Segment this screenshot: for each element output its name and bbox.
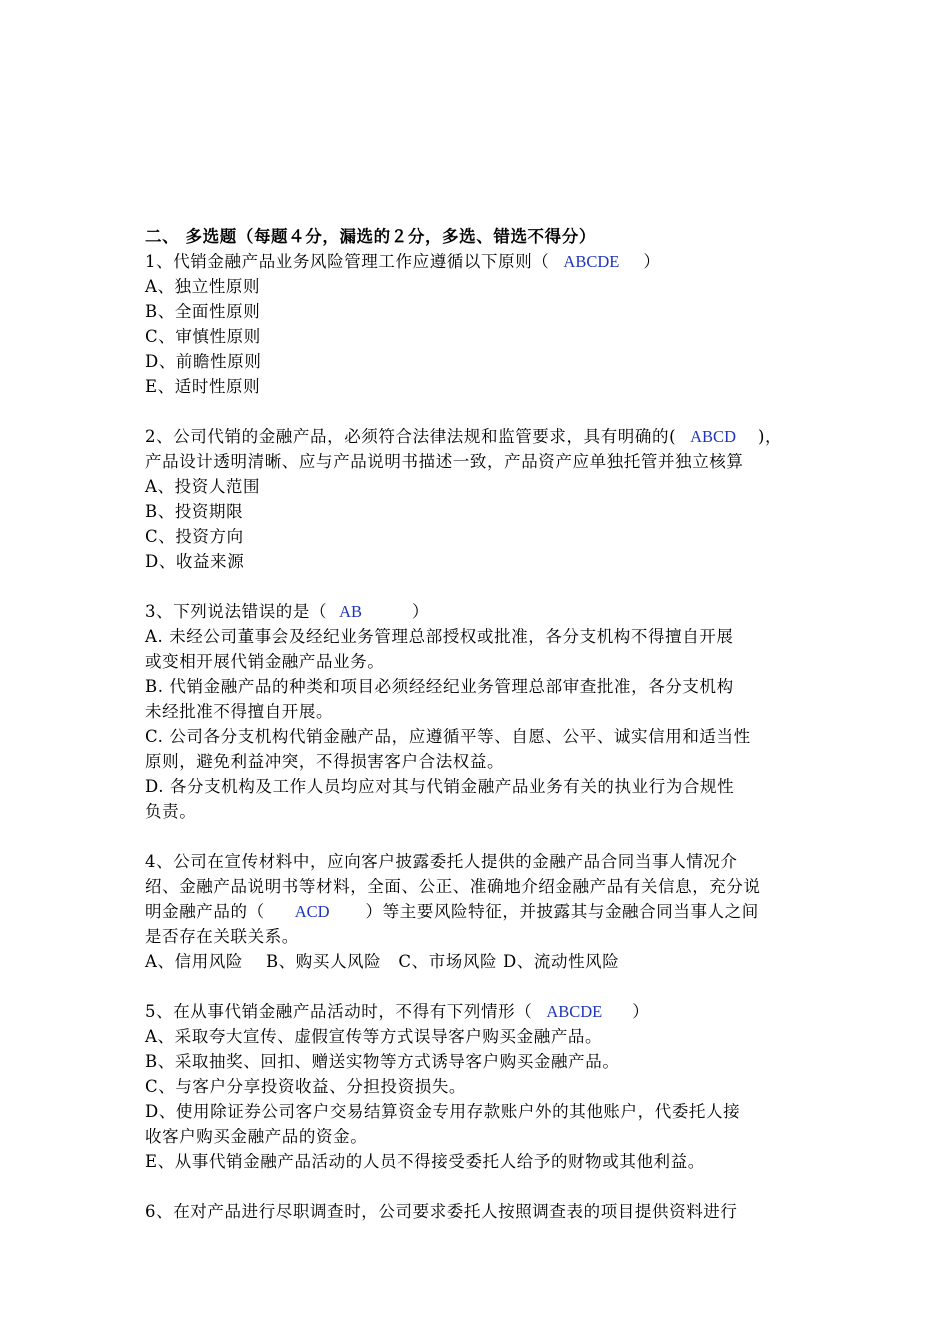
- option: A、信用风险 B、购买人风险 C、市场风险 D、流动性风险: [145, 952, 620, 971]
- question-6-stem: 6、在对产品进行尽职调查时，公司要求委托人按照调查表的项目提供资料进行: [145, 1202, 738, 1221]
- option: 原则，避免利益冲突，不得损害客户合法权益。: [145, 752, 505, 771]
- question-5-stem: 5、在从事代销金融产品活动时，不得有下列情形（ ABCDE ）: [145, 1002, 650, 1021]
- question-3: [145, 599, 810, 824]
- question-1-stem: 1、代销金融产品业务风险管理工作应遵循以下原则（ ABCDE ）: [145, 252, 661, 271]
- option: D. 各分支机构及工作人员均应对其与代销金融产品业务有关的执业行为合规性: [145, 777, 735, 796]
- option: D、收益来源: [145, 552, 245, 571]
- answer-3: AB: [339, 602, 363, 621]
- option: B、投资期限: [145, 502, 244, 521]
- option: C、与客户分享投资收益、分担投资损失。: [145, 1077, 467, 1096]
- option: 未经批准不得擅自开展。: [145, 702, 334, 721]
- option: A、采取夸大宣传、虚假宣传等方式误导客户购买金融产品。: [145, 1027, 603, 1046]
- document-page: [145, 224, 810, 1224]
- option: 或变相开展代销金融产品业务。: [145, 652, 385, 671]
- option: 收客户购买金融产品的资金。: [145, 1127, 368, 1146]
- question-4-stem-cont: 绍、金融产品说明书等材料，全面、公正、准确地介绍金融产品有关信息，充分说: [145, 877, 761, 896]
- option: B. 代销金融产品的种类和项目必须经经纪业务管理总部审查批准，各分支机构: [145, 677, 734, 696]
- option: E、适时性原则: [145, 377, 261, 396]
- question-3-stem: 3、下列说法错误的是（ AB ）: [145, 602, 430, 621]
- option: C、审慎性原则: [145, 327, 261, 346]
- question-4-stem-cont: 是否存在关联关系。: [145, 927, 299, 946]
- question-5: [145, 999, 810, 1174]
- question-2-stem: 2、公司代销的金融产品，必须符合法律法规和监管要求，具有明确的( ABCD )，: [145, 427, 783, 446]
- option: B、全面性原则: [145, 302, 261, 321]
- option: B、采取抽奖、回扣、赠送实物等方式诱导客户购买金融产品。: [145, 1052, 620, 1071]
- option: D、前瞻性原则: [145, 352, 262, 371]
- option: A、投资人范围: [145, 477, 261, 496]
- answer-5: ABCDE: [546, 1002, 603, 1021]
- question-2-stem-cont: 产品设计透明清晰、应与产品说明书描述一致，产品资产应单独托管并独立核算: [145, 452, 744, 471]
- question-4-stem: 4、公司在宣传材料中，应向客户披露委托人提供的金融产品合同当事人情况介: [145, 852, 738, 871]
- section-title: 二、 多选题（每题４分，漏选的２分，多选、错选不得分）: [145, 227, 596, 246]
- question-6: [145, 1199, 810, 1224]
- option: C、投资方向: [145, 527, 244, 546]
- option: E、从事代销金融产品活动的人员不得接受委托人给予的财物或其他利益。: [145, 1152, 705, 1171]
- question-2: [145, 424, 810, 574]
- option: D、使用除证券公司客户交易结算资金专用存款账户外的其他账户，代委托人接: [145, 1102, 741, 1121]
- option: C. 公司各分支机构代销金融产品，应遵循平等、自愿、公平、诚实信用和适当性: [145, 727, 751, 746]
- answer-1: ABCDE: [563, 252, 620, 271]
- option: 负责。: [145, 802, 197, 821]
- question-4: [145, 849, 810, 974]
- question-1: [145, 249, 810, 399]
- answer-4: ACD: [294, 902, 330, 921]
- option: A. 未经公司董事会及经纪业务管理总部授权或批准，各分支机构不得擅自开展: [145, 627, 734, 646]
- answer-2: ABCD: [690, 427, 736, 446]
- question-4-stem-cont: 明金融产品的（ ACD ）等主要风险特征，并披露其与金融合同当事人之间: [145, 902, 759, 921]
- option: A、独立性原则: [145, 277, 261, 296]
